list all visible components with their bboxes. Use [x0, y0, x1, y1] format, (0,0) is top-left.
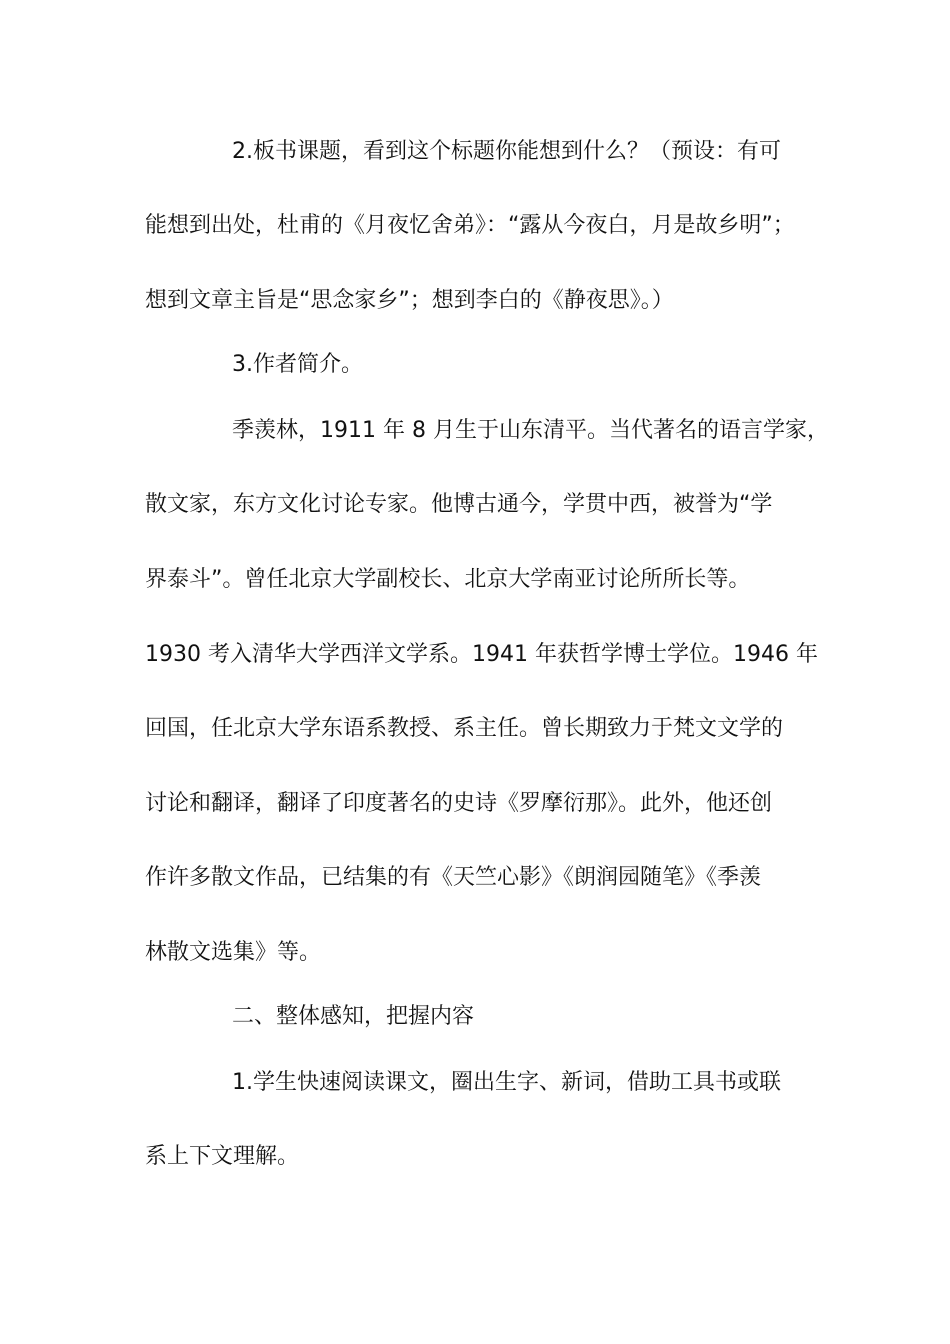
paragraph-line: 讨论和翻译，翻译了印度著名的史诗《罗摩衍那》。此外，他还创: [145, 791, 773, 816]
paragraph-line: 1.学生快速阅读课文，圈出生字、新词，借助工具书或联: [232, 1070, 781, 1095]
paragraph-line: 林散文选集》等。: [145, 940, 322, 965]
paragraph-line: 季羡林，1911 年 8 月生于山东清平。当代著名的语言学家，: [232, 418, 829, 443]
paragraph-line: 2.板书课题，看到这个标题你能想到什么？（预设：有可: [232, 139, 781, 164]
paragraph-line: 回国，任北京大学东语系教授、系主任。曾长期致力于梵文文学的: [145, 716, 784, 741]
paragraph-line: 3.作者简介。: [232, 352, 363, 377]
paragraph-line: 1930 考入清华大学西洋文学系。1941 年获哲学博士学位。1946 年: [145, 642, 818, 667]
paragraph-line: 散文家，东方文化讨论专家。他博古通今，学贯中西，被誉为“学: [145, 492, 773, 517]
paragraph-line: 能想到出处，杜甫的《月夜忆舍弟》：“露从今夜白，月是故乡明”；: [145, 213, 795, 238]
section-heading: 二、整体感知，把握内容: [232, 1004, 475, 1029]
paragraph-line: 想到文章主旨是“思念家乡”；想到李白的《静夜思》。）: [145, 288, 674, 313]
paragraph-line: 作许多散文作品，已结集的有《天竺心影》《朗润园随笔》《季羡: [145, 865, 762, 890]
paragraph-line: 界泰斗”。曾任北京大学副校长、北京大学南亚讨论所所长等。: [145, 567, 751, 592]
paragraph-line: 系上下文理解。: [145, 1144, 300, 1169]
